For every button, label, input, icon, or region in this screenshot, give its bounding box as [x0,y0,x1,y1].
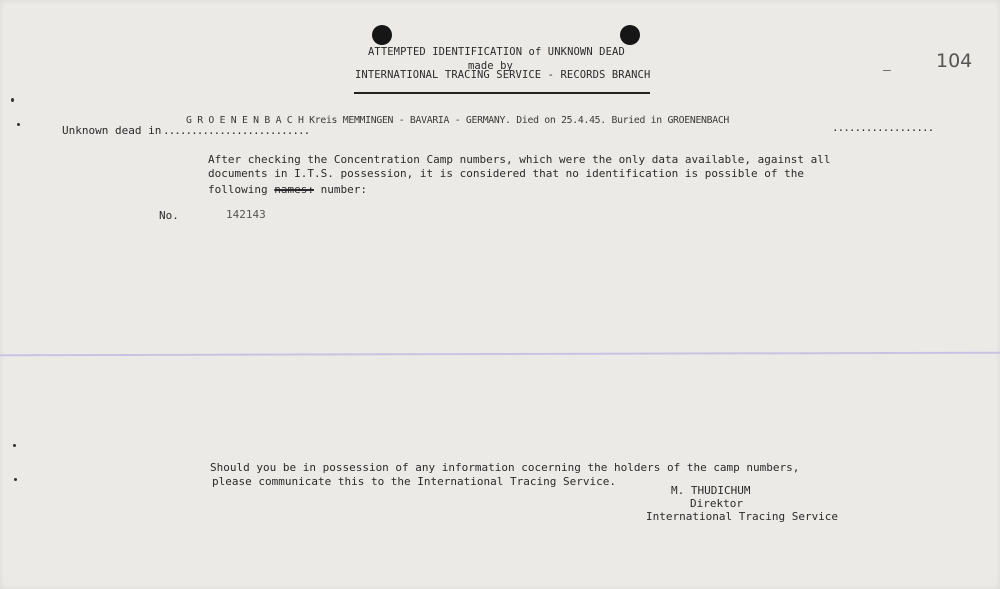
margin-mark [13,444,16,447]
paragraph-line-1: After checking the Concentration Camp numbers, which were the only data available, against all [208,153,831,166]
unknown-dead-location: G R O E N E N B A C H Kreis MEMMINGEN - BAVARIA - GERMANY. Died on 25.4.45. Buried in GROENENBACH [186,115,730,126]
header-rule [354,92,650,94]
camp-number: 142143 [226,208,266,221]
signatory-name: M. THUDICHUM [671,484,751,497]
punch-hole-right [620,25,640,45]
header-made-by: made by [468,60,513,72]
margin-mark [17,123,20,126]
signatory-organization: International Tracing Service [646,510,839,523]
crease-line [0,352,1000,357]
paragraph-line-2: documents in I.T.S. possession, it is considered that no identification is possible of the [208,167,805,180]
header-title: ATTEMPTED IDENTIFICATION of UNKNOWN DEAD [368,46,625,58]
unknown-dead-label: Unknown dead in [62,124,162,137]
paragraph-number-word: number: [320,183,367,196]
footer-line-2: please communicate this to the International Tracing Service. [212,475,616,488]
unknown-dead-trailing-dots: .................. [832,121,934,134]
margin-mark [11,98,14,102]
unknown-dead-leading-dots: .......................... [163,124,310,137]
number-label: No. [159,209,179,222]
punch-hole-left [372,25,392,45]
header-organization: INTERNATIONAL TRACING SERVICE - RECORDS BRANCH [355,69,651,81]
footer-line-1: Should you be in possession of any information cocerning the holders of the camp numbers, [210,461,800,474]
margin-mark [14,478,17,481]
page-number: 104 [936,50,973,72]
paragraph-line-3 [208,183,367,196]
signatory-title: Direktor [690,497,743,510]
struck-names-word: names: [274,183,314,196]
paragraph-following-word: following [208,183,268,196]
page-dash: – [883,63,891,78]
